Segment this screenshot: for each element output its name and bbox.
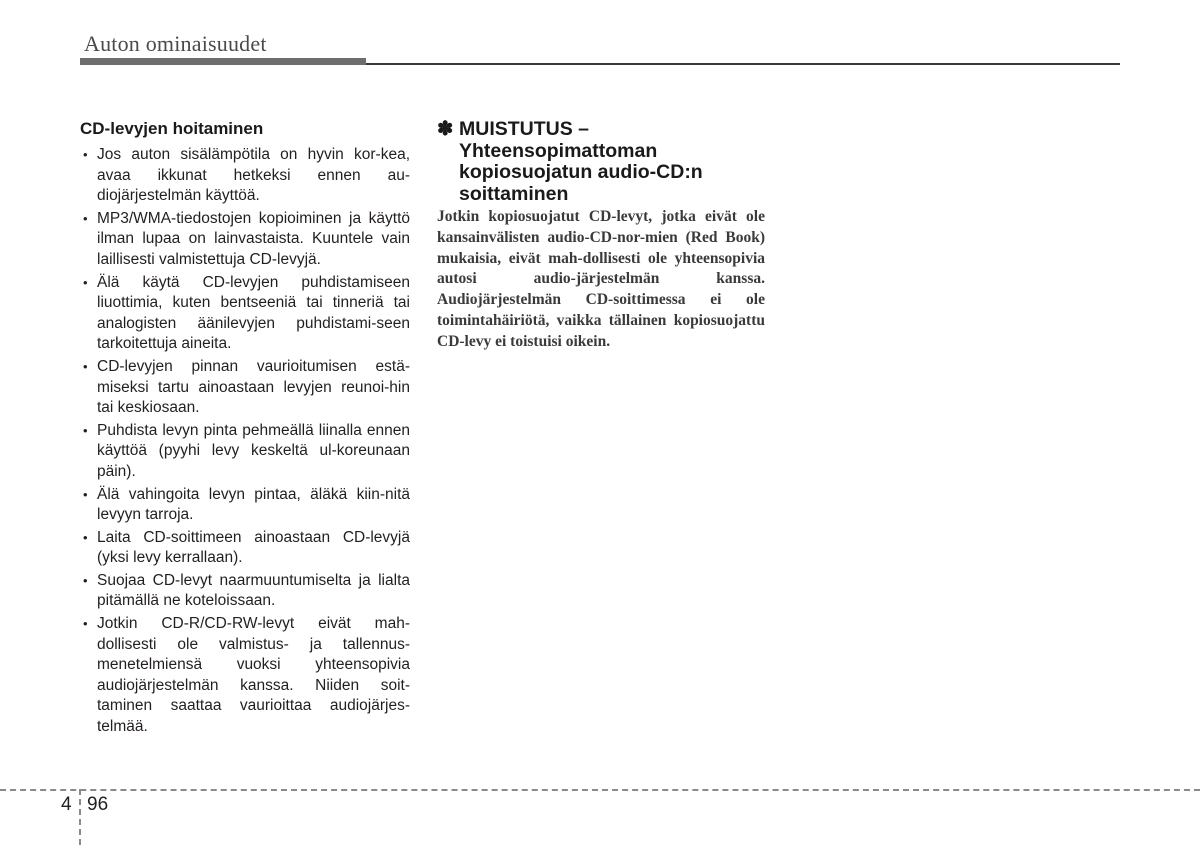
section-heading: CD-levyjen hoitaminen <box>80 119 264 138</box>
bullet-icon: • <box>83 486 88 502</box>
page-number: 96 <box>87 794 109 815</box>
list-item-text: Laita CD-soittimeen ainoastaan CD-levyjä (yksi levy kerrallaan). <box>97 528 410 567</box>
header-rule-thin <box>366 63 1120 65</box>
list-item <box>80 145 410 207</box>
list-item-text: Älä käytä CD-levyjen puhdistamiseen liuottimia, kuten bentseeniä tai tinneriä tai analogisten äänilevyjen puhdistami-seen tarkoitettuja aineita. <box>97 273 410 353</box>
list-item-text: MP3/WMA-tiedostojen kopioiminen ja käyttö ilman lupaa on lainvastaista. Kuuntele vain laillisesti valmistettuja CD-levyjä. <box>97 209 410 268</box>
cd-care-section <box>80 119 410 740</box>
list-item <box>80 357 410 419</box>
bullet-icon: • <box>83 572 88 588</box>
list-item-text: Jos auton sisälämpötila on hyvin kor-kea, avaa ikkunat hetkeksi ennen au-diojärjestelmän käyttöä. <box>97 146 410 205</box>
header-title: Auton ominaisuudet <box>84 31 267 56</box>
list-item <box>80 614 410 738</box>
footer-vertical-divider <box>79 789 81 845</box>
list-item-text: Älä vahingoita levyn pintaa, äläkä kiin-nitä levyyn tarroja. <box>97 485 410 524</box>
list-item <box>80 273 410 355</box>
list-item <box>80 485 410 526</box>
list-item-text: CD-levyjen pinnan vaurioitumisen estä-miseksi tartu ainoastaan levyjen reunoi-hin tai keskiosaan. <box>97 357 410 417</box>
note-box <box>437 119 765 353</box>
list-item-text: Jotkin CD-R/CD-RW-levyt eivät mah-dollisesti ole valmistus- ja tallennus-menetelmiensä vuoksi yhteensopivia audiojärjestelmän kanssa. Niiden soit-taminen saattaa vaurioittaa audiojärjes-telmää. <box>97 615 410 736</box>
bullet-icon: • <box>83 147 88 162</box>
bullet-icon: • <box>83 529 88 545</box>
bullet-icon: • <box>83 210 88 226</box>
note-heading-line: MUISTUTUS – <box>459 118 590 140</box>
note-body: Jotkin kopiosuojatut CD-levyt, jotka eivät ole kansainvälisten audio-CD-nor-mien (Red Book) mukaisia, eivät mah-dollisesti ole yhteensopivia autosi audio-järjestelmän kanssa. Audiojärjestelmän CD-soittimessa ei ole toimintahäiriötä, vaikka tällainen kopiosuojattu CD-levy ei toistuisi oikein. <box>437 208 765 350</box>
list-item <box>80 571 410 612</box>
note-heading-line: soittaminen <box>459 182 569 205</box>
list-item-text: Suojaa CD-levyt naarmuuntumiselta ja lialta pitämällä ne koteloissaan. <box>97 571 410 610</box>
bullet-icon: • <box>83 274 88 290</box>
footer-divider <box>0 789 1200 791</box>
bullet-icon: • <box>83 358 88 374</box>
header-rule-thick <box>80 58 366 65</box>
note-heading <box>437 119 765 205</box>
chapter-number: 4 <box>61 794 72 815</box>
note-heading-line: kopiosuojatun audio-CD:n <box>459 161 703 183</box>
note-heading-line: Yhteensopimattoman <box>459 139 658 162</box>
list-item-text: Puhdista levyn pinta pehmeällä liinalla ennen käyttöä (pyyhi levy keskeltä ul-koreunaan päin). <box>97 421 410 480</box>
bullet-icon: • <box>83 616 88 632</box>
list-item <box>80 209 410 271</box>
list-item <box>80 421 410 483</box>
bullet-icon: • <box>83 422 88 438</box>
list-item <box>80 528 410 569</box>
note-symbol-icon: ✽ <box>437 118 454 140</box>
cd-care-list <box>80 145 410 738</box>
